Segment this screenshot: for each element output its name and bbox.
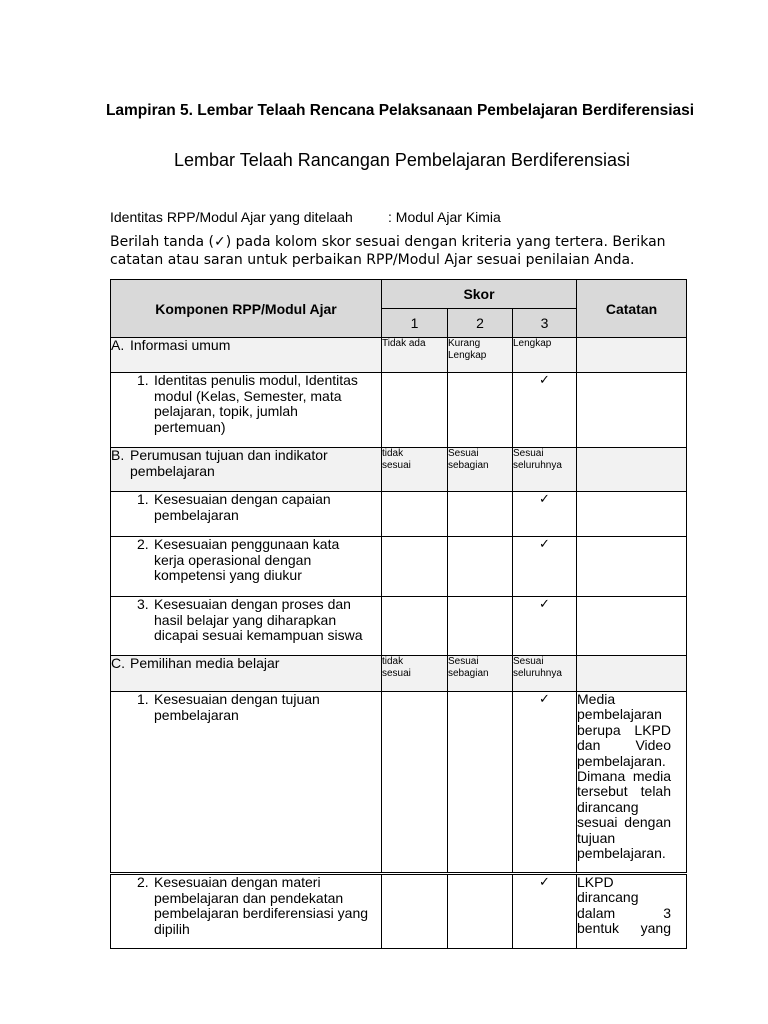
score-level-1: 1 — [382, 309, 448, 338]
scale-label: Lengkap — [513, 338, 552, 349]
scale-label: Sesuai sebagian — [448, 448, 489, 471]
criterion-number: 1. — [137, 491, 149, 507]
scale-cell-3 — [513, 448, 577, 492]
score-cell-1 — [382, 874, 448, 949]
identity-line — [110, 209, 686, 226]
criterion-text: Kesesuaian dengan tujuan pembelajaran — [154, 691, 320, 723]
criterion-number: 3. — [137, 596, 149, 612]
criterion-label — [137, 373, 381, 436]
criterion-label-cell — [111, 492, 382, 537]
criterion-row — [111, 874, 687, 949]
criterion-row — [111, 692, 687, 874]
scale-label: tidak sesuai — [382, 656, 411, 679]
criterion-number: 2. — [137, 874, 149, 890]
scale-cell-3 — [513, 338, 577, 373]
note-text: LKPD dirancang dalam 3 bentuk yang — [577, 874, 672, 937]
header-row-1 — [111, 280, 687, 309]
criterion-label-cell — [111, 874, 382, 949]
section-letter: A. — [111, 337, 125, 353]
section-label-cell — [111, 448, 382, 492]
section-title: Informasi umum — [130, 337, 231, 353]
notes-cell — [577, 656, 687, 692]
section-letter: B. — [111, 447, 125, 463]
form-title: Lembar Telaah Rancangan Pembelajaran Berdiferensiasi — [174, 150, 630, 170]
scale-cell-1 — [382, 448, 448, 492]
notes-cell — [577, 448, 687, 492]
review-table — [110, 279, 687, 949]
scale-cell-2 — [448, 656, 513, 692]
score-level-2: 2 — [448, 309, 513, 338]
score-cell-2 — [448, 373, 513, 448]
check-mark: ✓ — [539, 597, 550, 612]
criterion-row — [111, 537, 687, 597]
criterion-label — [137, 537, 381, 584]
scale-label: Sesuai sebagian — [448, 656, 489, 679]
notes-cell — [577, 597, 687, 656]
scale-cell-3 — [513, 656, 577, 692]
criterion-label — [137, 692, 381, 723]
criterion-label — [137, 492, 381, 523]
criterion-label-cell — [111, 537, 382, 597]
criterion-text: Kesesuaian dengan materi pembelajaran dan pendekatan pembelajaran berdiferensiasi yang dipilih — [154, 874, 369, 938]
criterion-text: Identitas penulis modul, Identitas modul (Kelas, Semester, mata pelajaran, topik, jumlah pertemuan) — [154, 372, 358, 436]
check-mark: ✓ — [539, 875, 550, 890]
criterion-label-cell — [111, 597, 382, 656]
check-mark: ✓ — [539, 492, 550, 507]
scale-cell-2 — [448, 448, 513, 492]
criterion-label-cell — [111, 692, 382, 874]
score-cell-1 — [382, 692, 448, 874]
notes-cell — [577, 338, 687, 373]
section-row — [111, 448, 687, 492]
notes-cell — [577, 492, 687, 537]
section-title: Pemilihan media belajar — [130, 655, 280, 671]
scale-label: Sesuai seluruhnya — [513, 656, 562, 679]
section-title: Perumusan tujuan dan indikator pembelajaran — [130, 447, 328, 479]
instruction-paragraph: Berilah tanda (✓) pada kolom skor sesuai dengan kriteria yang tertera. Berikan catatan atau saran untuk perbaikan RPP/Modul Ajar sesuai penilaian Anda. — [110, 234, 666, 268]
score-cell-3 — [513, 492, 577, 537]
criterion-row — [111, 373, 687, 448]
section-letter: C. — [111, 655, 125, 671]
review-table-header — [111, 280, 687, 338]
criterion-label — [137, 875, 381, 938]
appendix-heading: Lampiran 5. Lembar Telaah Rencana Pelaksanaan Pembelajaran Berdiferensiasi — [105, 102, 695, 119]
score-cell-1 — [382, 492, 448, 537]
criterion-text: Kesesuaian dengan capaian pembelajaran — [154, 491, 331, 523]
scale-cell-2 — [448, 338, 513, 373]
criterion-label-cell — [111, 373, 382, 448]
notes-cell — [577, 373, 687, 448]
section-label-cell — [111, 338, 382, 373]
score-cell-1 — [382, 537, 448, 597]
score-header: Skor — [382, 280, 577, 309]
check-mark: ✓ — [539, 373, 550, 388]
criterion-number: 1. — [137, 372, 149, 388]
score-cell-3 — [513, 537, 577, 597]
section-label-cell — [111, 656, 382, 692]
notes-cell — [577, 874, 687, 949]
score-level-3: 3 — [513, 309, 577, 338]
score-cell-2 — [448, 874, 513, 949]
check-mark: ✓ — [539, 537, 550, 552]
notes-header: Catatan — [577, 280, 687, 338]
component-header: Komponen RPP/Modul Ajar — [111, 280, 382, 338]
score-cell-2 — [448, 597, 513, 656]
score-cell-2 — [448, 692, 513, 874]
score-cell-2 — [448, 537, 513, 597]
criterion-row — [111, 492, 687, 537]
criterion-text: Kesesuaian penggunaan kata kerja operasional dengan kompetensi yang diukur — [154, 536, 340, 584]
score-cell-2 — [448, 492, 513, 537]
section-label — [111, 338, 381, 354]
scale-label: Kurang Lengkap — [448, 338, 487, 361]
score-cell-3 — [513, 874, 577, 949]
notes-cell — [577, 537, 687, 597]
score-cell-1 — [382, 597, 448, 656]
score-cell-3 — [513, 597, 577, 656]
scale-label: tidak sesuai — [382, 448, 411, 471]
criterion-row — [111, 597, 687, 656]
section-row — [111, 656, 687, 692]
scale-cell-1 — [382, 656, 448, 692]
section-label — [111, 656, 381, 672]
scale-cell-1 — [382, 338, 448, 373]
notes-cell — [577, 692, 687, 874]
identity-value: : Modul Ajar Kimia — [388, 209, 501, 225]
identity-label: Identitas RPP/Modul Ajar yang ditelaah — [110, 209, 353, 225]
criterion-number: 2. — [137, 536, 149, 552]
scale-label: Tidak ada — [382, 338, 426, 349]
criterion-text: Kesesuaian dengan proses dan hasil belajar yang diharapkan dicapai sesuai kemampuan siswa — [154, 596, 363, 644]
check-mark: ✓ — [539, 692, 550, 707]
criterion-label — [137, 597, 381, 644]
score-cell-3 — [513, 692, 577, 874]
score-cell-1 — [382, 373, 448, 448]
section-label — [111, 448, 381, 479]
review-table-body — [111, 338, 687, 949]
note-text: Media pembelajaran berupa LKPD dan Video pembelajaran. Dimana media tersebut telah dirancang sesuai dengan tujuan pembelajaran. — [577, 691, 672, 862]
section-row — [111, 338, 687, 373]
criterion-number: 1. — [137, 691, 149, 707]
score-cell-3 — [513, 373, 577, 448]
scale-label: Sesuai seluruhnya — [513, 448, 562, 471]
